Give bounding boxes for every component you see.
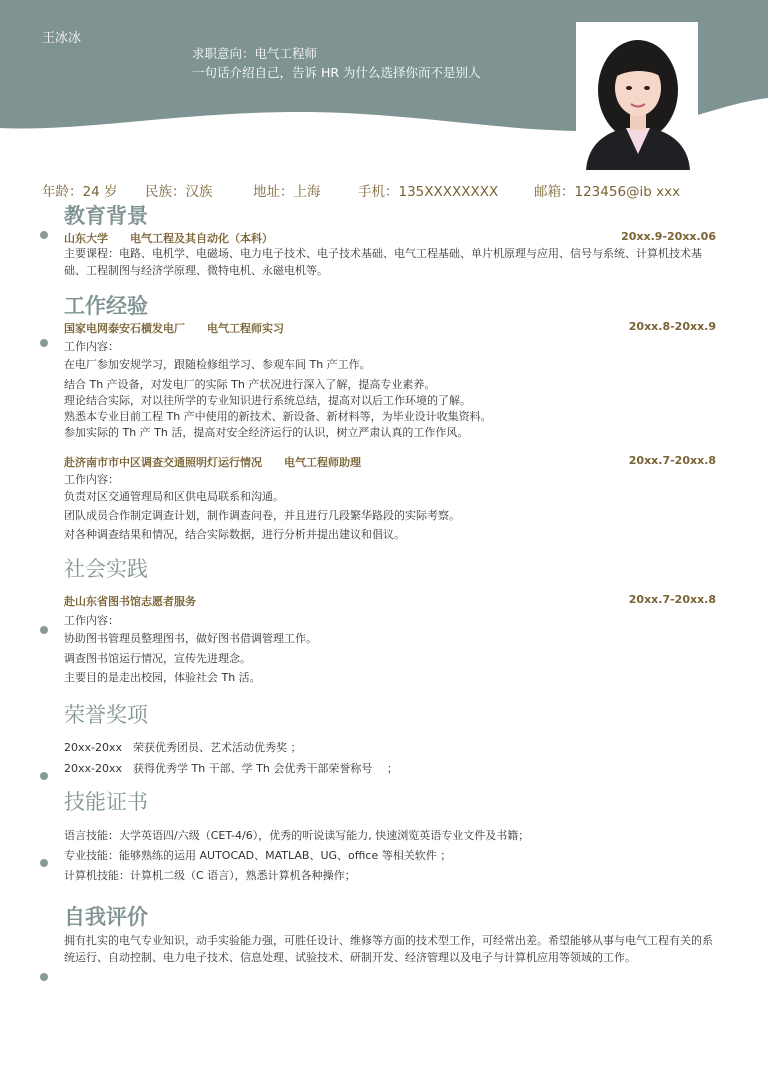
social-line: 主要目的是走出校园，体验社会 Th 活。 bbox=[64, 671, 261, 684]
section-title-self: 自我评价 bbox=[64, 905, 148, 929]
job-line: 负责对区交通管理局和区供电局联系和沟通。 bbox=[64, 490, 284, 503]
job-line: 工作内容： bbox=[64, 473, 119, 486]
school-name: 山东大学 bbox=[64, 232, 108, 245]
job-line: 团队成员合作制定调查计划，制作调查问卷，并且进行几段繁华路段的实际考察。 bbox=[64, 509, 460, 522]
job-date: 20xx.7-20xx.8 bbox=[628, 454, 716, 467]
section-title-honors: 荣誉奖项 bbox=[64, 703, 148, 727]
major-name: 电气工程及其自动化（本科） bbox=[130, 232, 273, 245]
timeline-dot bbox=[40, 772, 48, 780]
job-line: 熟悉本专业目前工程 Th 产中使用的新技术、新设备、新材料等，为毕业设计收集资料。 bbox=[64, 410, 492, 423]
job-line: 工作内容： bbox=[64, 340, 119, 353]
timeline-dot bbox=[40, 626, 48, 634]
job-heading bbox=[64, 320, 284, 336]
job-date: 20xx.8-20xx.9 bbox=[628, 320, 716, 333]
honor-line: 20xx-20xx 获得优秀学 Th 干部、学 Th 会优秀干部荣誉称号 ； bbox=[64, 762, 398, 775]
education-heading bbox=[64, 230, 273, 246]
skill-line: 语言技能：大学英语四/六级（CET-4/6），优秀的听说读写能力, 快速浏览英语专业文件及书籍； bbox=[64, 829, 530, 842]
social-date: 20xx.7-20xx.8 bbox=[628, 593, 716, 606]
self-evaluation-text: 拥有扎实的电气专业知识，动手实验能力强，可胜任设计、维修等方面的技术型工作，可经常出差。希望能够从事与电气工程有关的系统运行、自动控制、电力电子技术、信息处理、试验技术、研制开发、经济管理以及电子与计算机应用等领域的工作。 bbox=[64, 934, 713, 964]
job-role: 电气工程师助理 bbox=[284, 456, 361, 469]
timeline-dot bbox=[40, 859, 48, 867]
social-line: 协助图书管理员整理图书，做好图书借调管理工作。 bbox=[64, 632, 317, 645]
section-title-skills: 技能证书 bbox=[64, 790, 148, 814]
info-phone: 手机：135XXXXXXXX bbox=[358, 184, 499, 200]
education-courses: 主要课程：电路、电机学、电磁场、电力电子技术、电子技术基础、电气工程基础、单片机原理与应用、信号与系统、计算机技术基础、工程制图与经济学原理、微特电机、永磁电机等。 bbox=[64, 247, 702, 277]
skill-line: 专业技能：能够熟练的运用 AUTOCAD、MATLAB、UG、office 等相关软件 ； bbox=[64, 849, 452, 862]
job-line: 在电厂参加安规学习，跟随检修组学习、参观车间 Th 产工作。 bbox=[64, 358, 371, 371]
job-company: 国家电网泰安石横发电厂 bbox=[64, 322, 185, 335]
info-age: 年龄：24 岁 bbox=[42, 184, 118, 200]
social-line: 调查图书馆运行情况，宣传先进理念。 bbox=[64, 652, 251, 665]
section-title-education: 教育背景 bbox=[64, 204, 148, 228]
job-line: 参加实际的 Th 产 Th 活，提高对安全经济运行的认识，树立严肃认真的工作作风。 bbox=[64, 426, 469, 439]
portrait-image bbox=[576, 22, 698, 170]
job-role: 电气工程师实习 bbox=[207, 322, 284, 335]
timeline-dot bbox=[40, 231, 48, 239]
skill-line: 计算机技能：计算机二级（C 语言），熟悉计算机各种操作； bbox=[64, 869, 356, 882]
education-date: 20xx.9-20xx.06 bbox=[621, 230, 716, 243]
honor-line: 20xx-20xx 荣获优秀团员、艺术活动优秀奖 ； bbox=[64, 741, 302, 754]
job-intent bbox=[192, 44, 481, 82]
timeline-dot bbox=[40, 339, 48, 347]
social-line: 工作内容： bbox=[64, 614, 119, 627]
info-address: 地址：上海 bbox=[253, 184, 321, 200]
social-heading: 赴山东省图书馆志愿者服务 bbox=[64, 595, 196, 608]
section-title-social: 社会实践 bbox=[64, 557, 148, 581]
candidate-name: 王冰冰 bbox=[42, 31, 82, 46]
job-line: 理论结合实际，对以往所学的专业知识进行系统总结，提高对以后工作环境的了解。 bbox=[64, 394, 471, 407]
job-line: 结合 Th 产设备，对发电厂的实际 Th 产状况进行深入了解，提高专业素养。 bbox=[64, 378, 436, 391]
info-email: 邮箱：123456@ib xxx bbox=[534, 184, 681, 200]
profile-photo bbox=[576, 22, 698, 170]
timeline-dot bbox=[40, 973, 48, 981]
section-title-work: 工作经验 bbox=[64, 294, 148, 318]
job-line: 对各种调查结果和情况，结合实际数据，进行分析并提出建议和倡议。 bbox=[64, 528, 405, 541]
info-ethnicity: 民族：汉族 bbox=[145, 184, 213, 200]
tagline-text: 一句话介绍自己，告诉 HR 为什么选择你而不是别人 bbox=[192, 65, 481, 80]
intent-text: 求职意向：电气工程师 bbox=[192, 46, 318, 61]
job-company: 赴济南市市中区调查交通照明灯运行情况 bbox=[64, 456, 262, 469]
job-heading bbox=[64, 454, 361, 470]
